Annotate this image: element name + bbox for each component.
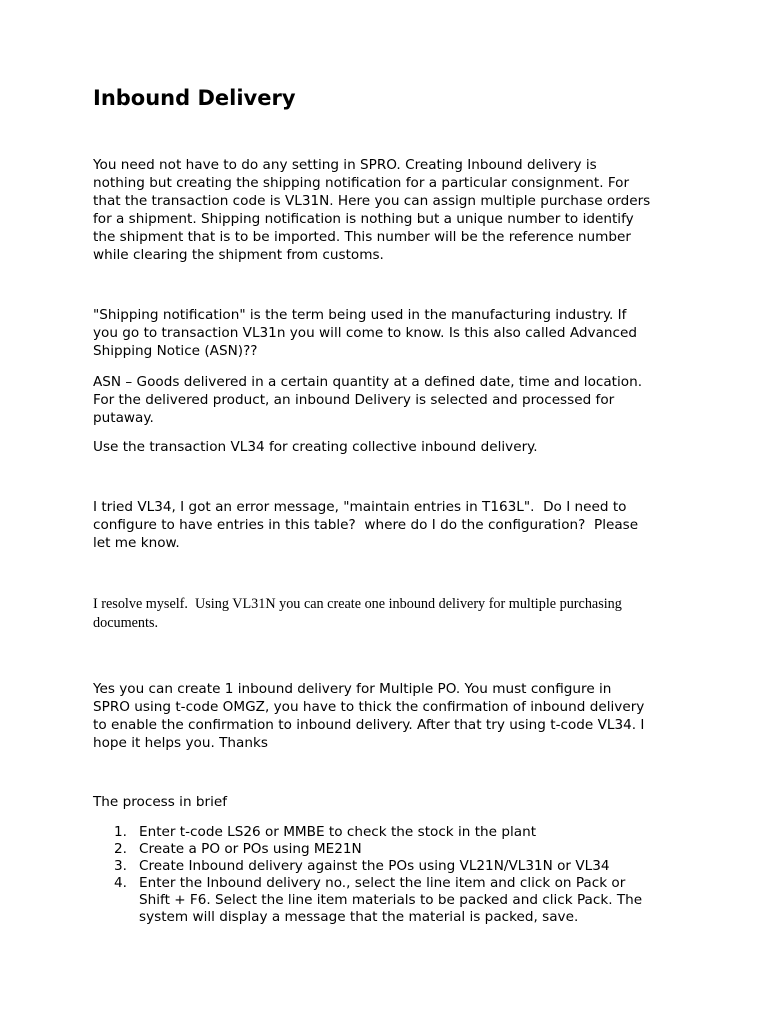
text-line: putaway. (93, 410, 154, 426)
text-line: Shipping Notice (ASN)?? (93, 343, 258, 359)
text-line: You need not have to do any setting in SPRO. Creating Inbound delivery is (93, 157, 597, 173)
process-step (93, 875, 693, 926)
text-line: that the transaction code is VL31N. Here you can assign multiple purchase orders (93, 193, 651, 209)
text-line: For the delivered product, an inbound Delivery is selected and processed for (93, 392, 615, 408)
step-number: 3. (114, 858, 127, 874)
text-line: Use the transaction VL34 for creating collective inbound delivery. (93, 439, 538, 455)
text-line: to enable the confirmation to inbound delivery. After that try using t-code VL34. I (93, 717, 645, 733)
paragraph-process-heading (93, 793, 693, 811)
paragraph-multiple-po (93, 680, 693, 752)
step-number: 1. (114, 824, 127, 840)
step-number: 4. (114, 875, 127, 891)
text-line: for a shipment. Shipping notification is nothing but a unique number to identify (93, 211, 634, 227)
text-line: the shipment that is to be imported. This number will be the reference number (93, 229, 631, 245)
text-line: Yes you can create 1 inbound delivery for Multiple PO. You must configure in (93, 681, 612, 697)
paragraph-shipping-notification (93, 306, 693, 360)
paragraph-vl34 (93, 438, 693, 456)
page-title: Inbound Delivery (93, 86, 296, 110)
text-line: SPRO using t-code OMGZ, you have to thick the confirmation of inbound delivery (93, 699, 645, 715)
step-text: Create Inbound delivery against the POs using VL21N/VL31N or VL34 (139, 858, 610, 874)
text-line: configure to have entries in this table? where do I do the configuration? Please (93, 517, 639, 533)
text-line: hope it helps you. Thanks (93, 735, 268, 751)
text-line: I tried VL34, I got an error message, "maintain entries in T163L". Do I need to (93, 499, 627, 515)
text-line: while clearing the shipment from customs. (93, 247, 384, 263)
step-text: Shift + F6. Select the line item materials to be packed and click Pack. The (139, 892, 643, 908)
text-line: "Shipping notification" is the term being used in the manufacturing industry. If (93, 307, 627, 323)
process-steps-list (93, 824, 693, 926)
paragraph-inbound-intro (93, 156, 693, 264)
process-step (93, 824, 693, 841)
paragraph-resolved (93, 595, 693, 633)
text-line: The process in brief (93, 794, 228, 810)
text-line: documents. (93, 615, 159, 631)
paragraph-asn (93, 373, 693, 427)
text-line: I resolve myself. Using VL31N you can create one inbound delivery for multiple purchasing (93, 596, 622, 612)
text-line: you go to transaction VL31n you will come to know. Is this also called Advanced (93, 325, 638, 341)
step-text: Enter the Inbound delivery no., select the line item and click on Pack or (139, 875, 626, 891)
process-step (93, 858, 693, 875)
step-text: Enter t-code LS26 or MMBE to check the stock in the plant (139, 824, 537, 840)
text-line: let me know. (93, 535, 180, 551)
text-line: ASN – Goods delivered in a certain quantity at a defined date, time and location. (93, 374, 643, 390)
process-step (93, 841, 693, 858)
step-text: Create a PO or POs using ME21N (139, 841, 362, 857)
step-number: 2. (114, 841, 127, 857)
step-text: system will display a message that the material is packed, save. (139, 909, 579, 925)
text-line: nothing but creating the shipping notification for a particular consignment. For (93, 175, 630, 191)
paragraph-vl34-error (93, 498, 693, 552)
